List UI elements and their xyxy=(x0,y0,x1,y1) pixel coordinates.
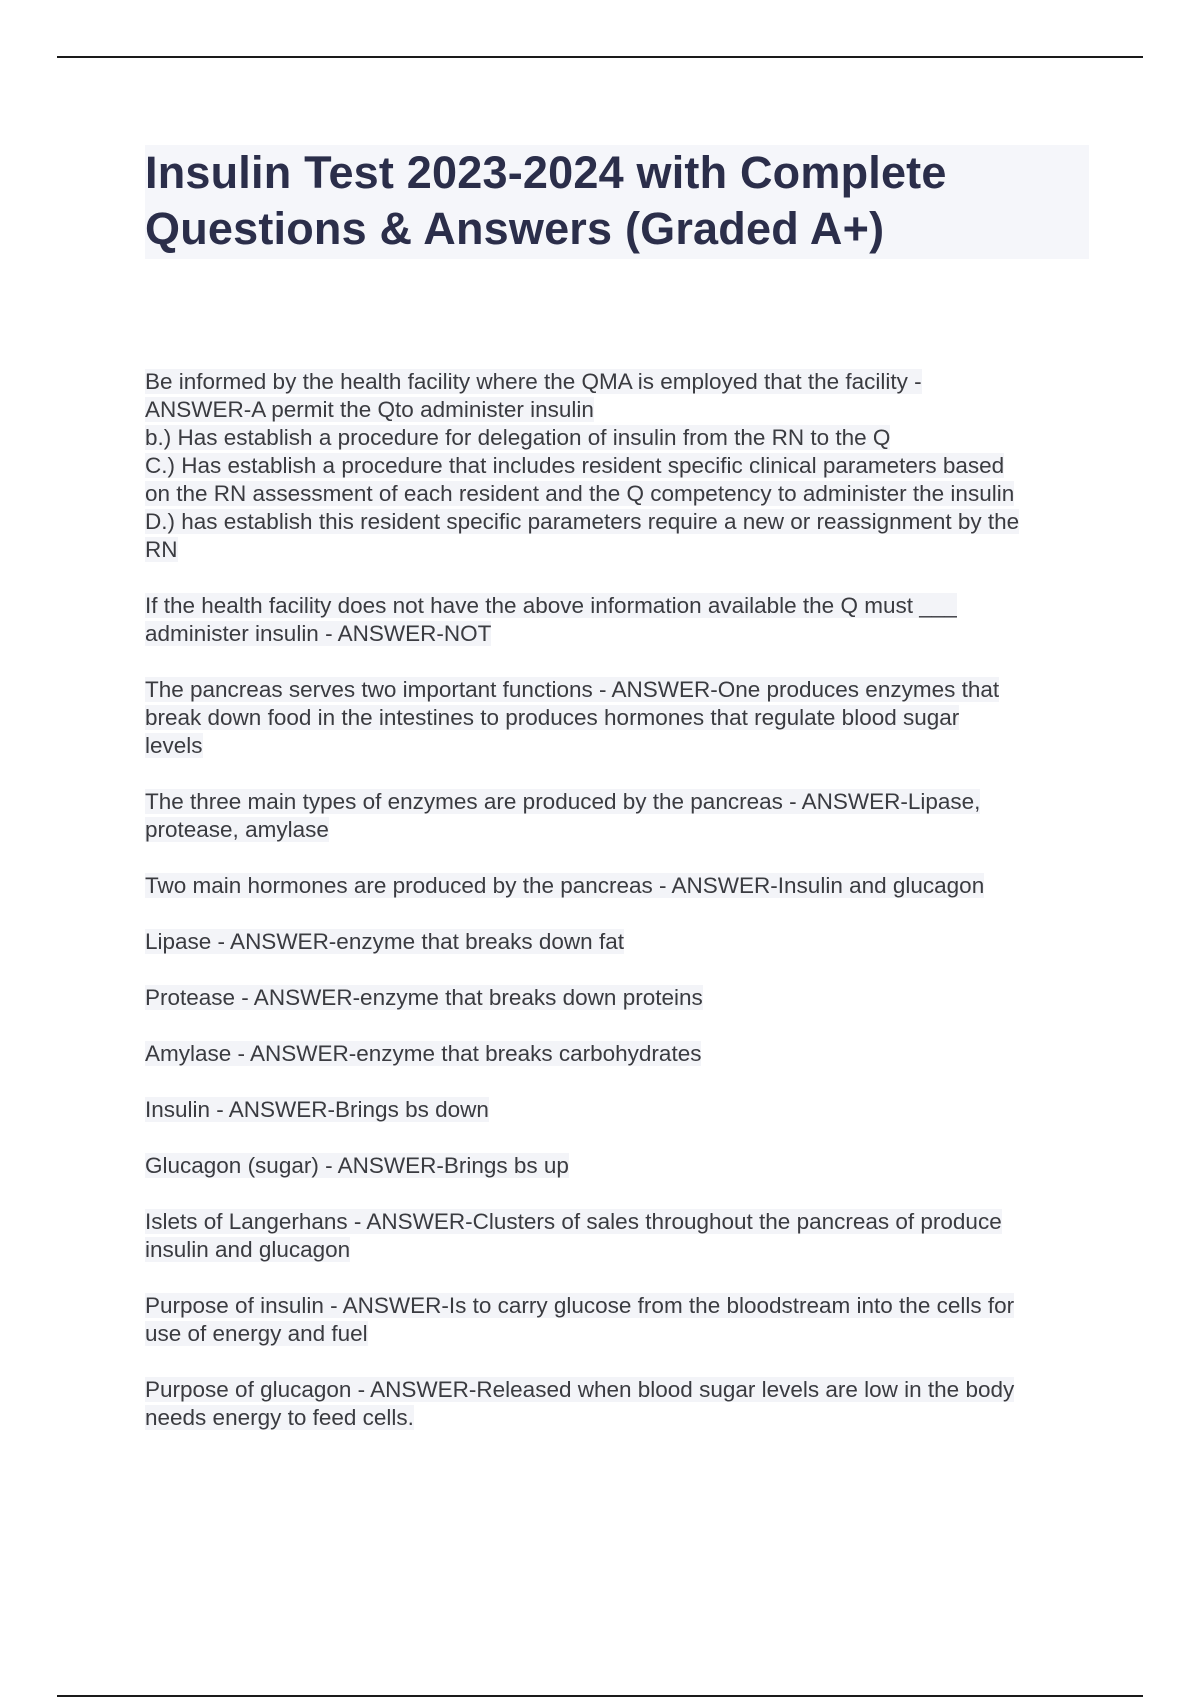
qa-line: break down food in the intestines to produces hormones that regulate blood sugar xyxy=(145,705,960,730)
qa-list xyxy=(145,368,1089,1460)
qa-line: C.) Has establish a procedure that includes resident specific clinical parameters based xyxy=(145,453,1005,478)
qa-item xyxy=(145,788,1089,844)
qa-item xyxy=(145,368,1089,564)
qa-line: levels xyxy=(145,733,203,758)
qa-line: on the RN assessment of each resident and the Q competency to administer the insulin xyxy=(145,481,1015,506)
qa-item xyxy=(145,872,1089,900)
qa-item xyxy=(145,1096,1089,1124)
qa-line: RN xyxy=(145,537,178,562)
document-title: Insulin Test 2023-2024 with Complete Questions & Answers (Graded A+) xyxy=(145,147,947,254)
qa-line: Purpose of insulin - ANSWER-Is to carry glucose from the bloodstream into the cells for xyxy=(145,1293,1015,1318)
top-rule xyxy=(57,56,1143,58)
qa-line: Amylase - ANSWER-enzyme that breaks carbohydrates xyxy=(145,1041,702,1066)
qa-line: Purpose of glucagon - ANSWER-Released when blood sugar levels are low in the body xyxy=(145,1377,1015,1402)
qa-line: protease, amylase xyxy=(145,817,329,842)
qa-item xyxy=(145,984,1089,1012)
qa-item xyxy=(145,928,1089,956)
qa-item xyxy=(145,592,1089,648)
qa-line: Protease - ANSWER-enzyme that breaks down proteins xyxy=(145,985,703,1010)
qa-line: use of energy and fuel xyxy=(145,1321,368,1346)
qa-line: needs energy to feed cells. xyxy=(145,1405,414,1430)
qa-line: If the health facility does not have the above information available the Q must ___ xyxy=(145,593,957,618)
qa-line: Two main hormones are produced by the pancreas - ANSWER-Insulin and glucagon xyxy=(145,873,985,898)
qa-line: D.) has establish this resident specific parameters require a new or reassignment by the xyxy=(145,509,1020,534)
bottom-rule xyxy=(57,1695,1143,1697)
qa-item xyxy=(145,1292,1089,1348)
qa-line: The three main types of enzymes are produced by the pancreas - ANSWER-Lipase, xyxy=(145,789,981,814)
qa-item xyxy=(145,1040,1089,1068)
qa-line: ANSWER-A permit the Qto administer insulin xyxy=(145,397,594,422)
qa-line: insulin and glucagon xyxy=(145,1237,351,1262)
qa-line: Insulin - ANSWER-Brings bs down xyxy=(145,1097,489,1122)
qa-line: administer insulin - ANSWER-NOT xyxy=(145,621,492,646)
qa-line: Glucagon (sugar) - ANSWER-Brings bs up xyxy=(145,1153,569,1178)
qa-line: Be informed by the health facility where the QMA is employed that the facility - xyxy=(145,369,922,394)
qa-line: Islets of Langerhans - ANSWER-Clusters of sales throughout the pancreas of produce xyxy=(145,1209,1002,1234)
qa-line: b.) Has establish a procedure for delegation of insulin from the RN to the Q xyxy=(145,425,891,450)
qa-item xyxy=(145,676,1089,760)
qa-item xyxy=(145,1376,1089,1432)
qa-line: Lipase - ANSWER-enzyme that breaks down fat xyxy=(145,929,624,954)
title-block xyxy=(145,145,1089,259)
qa-item xyxy=(145,1152,1089,1180)
qa-item xyxy=(145,1208,1089,1264)
qa-line: The pancreas serves two important functions - ANSWER-One produces enzymes that xyxy=(145,677,1000,702)
